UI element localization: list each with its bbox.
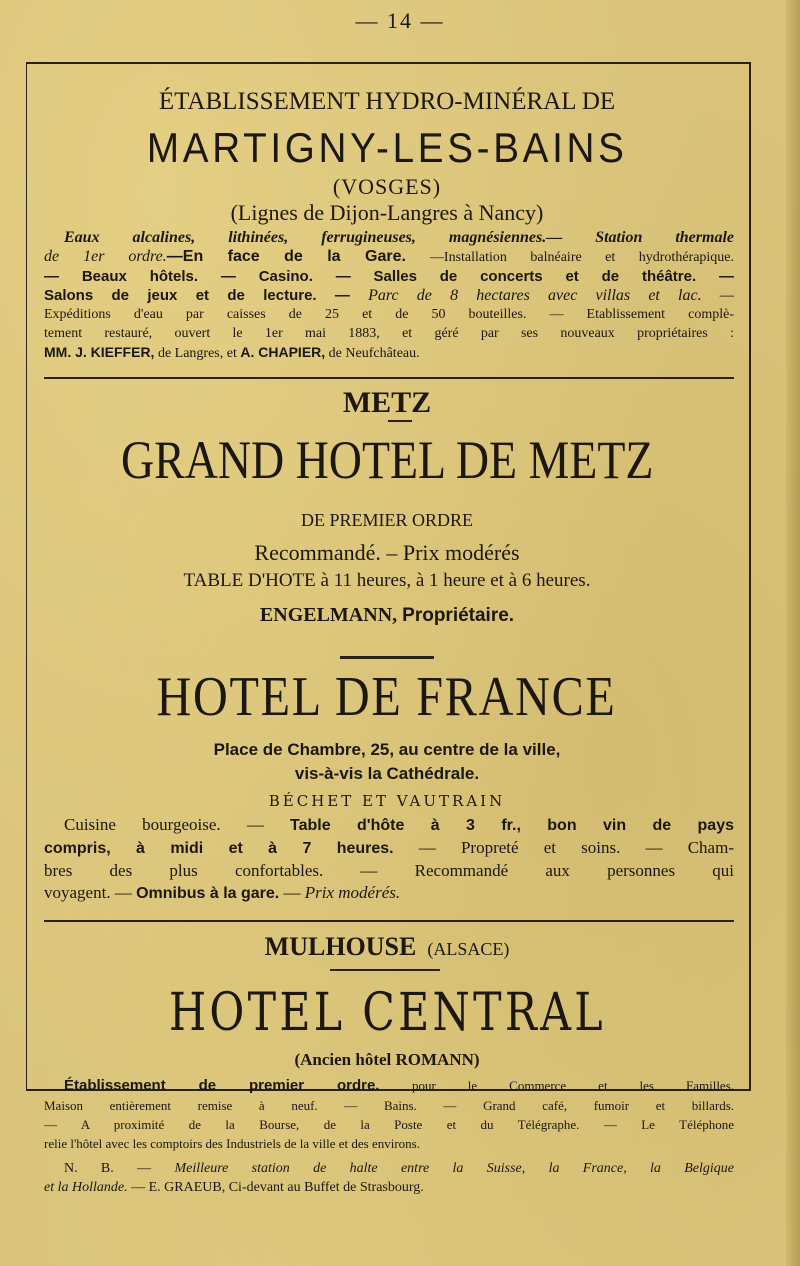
hotel-france-description — [44, 814, 734, 905]
martigny-region: (VOSGES) — [332, 174, 442, 199]
hotel-central-nb-line2: et la Hollande. — E. GRAEUB, Ci-devant au Buffet de Strasbourg. — [44, 1180, 424, 1195]
metz-hotel-title — [26, 430, 748, 490]
hotel-france-desc-line2: compris, à midi et à 7 heures. — Propreté et soins. — Cham- — [44, 838, 734, 857]
hotel-central-desc-line2: Maison entièrement remise à neuf. — Bains. — Grand café, fumoir et billards. — [44, 1098, 734, 1113]
martigny-header: ÉTABLISSEMENT HYDRO-MINÉRAL DE — [158, 88, 616, 115]
martigny-desc-line1: Eaux alcalines, lithinées, ferrugineuses, magnésiennes.— Station thermale — [64, 229, 734, 246]
metz-table-hote: TABLE D'HOTE à 11 heures, à 1 heure et à 6 heures. — [183, 570, 591, 591]
martigny-title — [26, 124, 748, 172]
hotel-france-title-text: HOTEL DE FRANCE — [156, 666, 618, 728]
martigny-description — [44, 228, 734, 363]
martigny-lines: (Lignes de Dijon-Langres à Nancy) — [230, 200, 544, 225]
hotel-central-desc-line3: — A proximité de la Bourse, de la Poste et du Télégraphe. — Le Téléphone — [44, 1117, 734, 1132]
hotel-france-address-1: Place de Chambre, 25, au centre de la ville, — [213, 740, 561, 759]
hotel-france-desc-line3: bres des plus confortables. — Recommandé aux personnes qui — [44, 861, 734, 880]
martigny-desc-line2: de 1er ordre.—En face de la Gare. —Installation balnéaire et hydrothérapique. — [44, 248, 735, 265]
page-edge — [786, 0, 800, 1266]
hotel-france-address-2: vis-à-vis la Cathédrale. — [294, 764, 480, 783]
hotel-france-owners: BÉCHET ET VAUTRAIN — [268, 792, 506, 810]
hotel-central-title-text: HOTEL CENTRAL — [168, 983, 606, 1043]
hotel-france-title — [26, 666, 748, 728]
hotel-france-desc-line1: Cuisine bourgeoise. — Table d'hôte à 3 fr., bon vin de pays — [64, 815, 734, 834]
page-number: — 14 — — [355, 8, 445, 33]
hotel-central-former-name: (Ancien hôtel ROMANN) — [294, 1050, 480, 1069]
metz-owner: ENGELMANN, Propriétaire. — [259, 604, 515, 626]
short-divider — [388, 420, 412, 422]
divider — [44, 377, 734, 379]
hotel-central-desc-line4: relie l'hôtel avec les comptoirs des Industriels de la ville et des environs. — [44, 1136, 420, 1151]
metz-city: METZ — [342, 386, 432, 419]
hotel-central-title — [26, 984, 748, 1042]
divider — [44, 920, 734, 922]
mulhouse-heading: MULHOUSE (ALSACE) — [264, 932, 510, 961]
martigny-desc-line3: — Beaux hôtels. — Casino. — Salles de concerts et de théâtre. — — [44, 268, 734, 285]
hotel-central-desc-line1: Établissement de premier ordre. pour le Commerce et les Familles. — [64, 1077, 735, 1094]
hotel-central-nb-line1: N. B. — Meilleure station de halte entre la Suisse, la France, la Belgique — [64, 1161, 735, 1176]
metz-tagline: Recommandé. – Prix modérés — [254, 540, 520, 565]
martigny-title-text: MARTIGNY-LES-BAINS — [146, 124, 628, 171]
martigny-owners: MM. J. KIEFFER, de Langres, et A. CHAPIER, de Neufchâteau. — [44, 344, 420, 361]
hotel-central-description — [44, 1076, 734, 1197]
metz-hotel-title-text: GRAND HOTEL DE METZ — [120, 430, 654, 490]
metz-rank: DE PREMIER ORDRE — [300, 510, 473, 530]
martigny-desc-line5: Expéditions d'eau par caisses de 25 et de 50 bouteilles. — Etablissement complè- — [44, 307, 734, 322]
short-divider — [330, 969, 440, 971]
martigny-desc-line4: Salons de jeux et de lecture. — Parc de 8 hectares avec villas et lac. — — [44, 287, 734, 304]
short-divider — [340, 656, 434, 659]
hotel-france-desc-line4: voyagent. — Omnibus à la gare. — Prix modérés. — [44, 883, 401, 902]
martigny-desc-line6: tement restauré, ouvert le 1er mai 1883, et géré par ses nouveaux propriétaires : — [44, 326, 734, 341]
